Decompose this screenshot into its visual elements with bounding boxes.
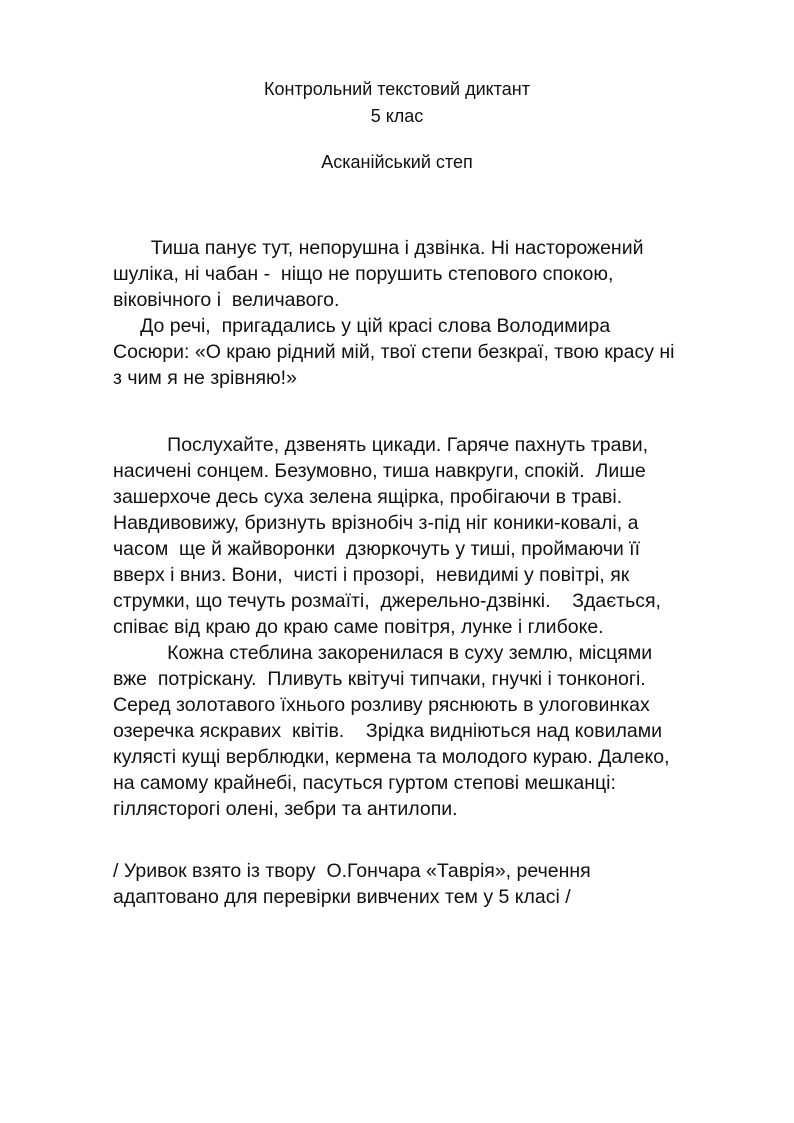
text-line: кулясті кущі верблюдки, кермена та молодого кураю. Далеко, bbox=[113, 746, 670, 768]
text-line: Кожна стеблина закоренилася в суху землю, місцями bbox=[113, 642, 653, 664]
text-line: До речі, пригадались у цій красі слова Володимира bbox=[113, 315, 611, 337]
text-line: струмки, що течуть розмаїті, джерельно-дзвінкі. Здається, bbox=[113, 590, 661, 612]
grade-label: 5 клас bbox=[370, 106, 424, 126]
text-line: Навдивовижу, бризнуть врізнобіч з-під ніг коники-ковалі, а bbox=[113, 512, 639, 534]
text-line: зашерхоче десь суха зелена ящірка, пробігаючи в траві. bbox=[113, 486, 623, 508]
text-line: насичені сонцем. Безумовно, тиша навкруги, спокій. Лише bbox=[113, 460, 646, 482]
text-line: віковічного і величавого. bbox=[113, 289, 340, 311]
dictation-heading: Асканійський степ bbox=[321, 152, 473, 172]
footnote-line: / Уривок взято із твору О.Гончара «Таврія», речення bbox=[113, 860, 591, 882]
text-line: співає від краю до краю саме повітря, лунке і глибоке. bbox=[113, 616, 604, 638]
text-line: часом ще й жайворонки дзюркочуть у тиші, проймаючи її bbox=[113, 538, 641, 560]
text-line: з чим я не зрівняю!» bbox=[113, 367, 297, 389]
text-line: шуліка, ні чабан - ніщо не порушить степового спокою, bbox=[113, 263, 614, 285]
document-title: Контрольний текстовий диктант bbox=[264, 79, 530, 99]
text-line: Сосюри: «О краю рідний мій, твої степи безкраї, твою красу ні bbox=[113, 341, 675, 363]
text-line: на самому крайнебі, пасуться гуртом степові мешканці: bbox=[113, 772, 616, 794]
text-line: озеречка яскравих квітів. Зрідка видніються над ковилами bbox=[113, 720, 662, 742]
text-line: гіллясторогі олені, зебри та антилопи. bbox=[113, 798, 458, 820]
text-line: вже потріскану. Пливуть квітучі типчаки, гнучкі і тонконогі. bbox=[113, 668, 646, 690]
text-line: Тиша панує тут, непорушна і дзвінка. Ні насторожений bbox=[113, 237, 644, 259]
footnote-line: адаптовано для перевірки вивчених тем у 5 класі / bbox=[113, 886, 571, 908]
text-line: Послухайте, дзвенять цикади. Гаряче пахнуть трави, bbox=[113, 434, 649, 456]
text-line: Серед золотавого їхнього розливу ряснюють в улоговинках bbox=[113, 694, 650, 716]
text-line: вверх і вниз. Вони, чисті і прозорі, невидимі у повітрі, як bbox=[113, 564, 630, 586]
